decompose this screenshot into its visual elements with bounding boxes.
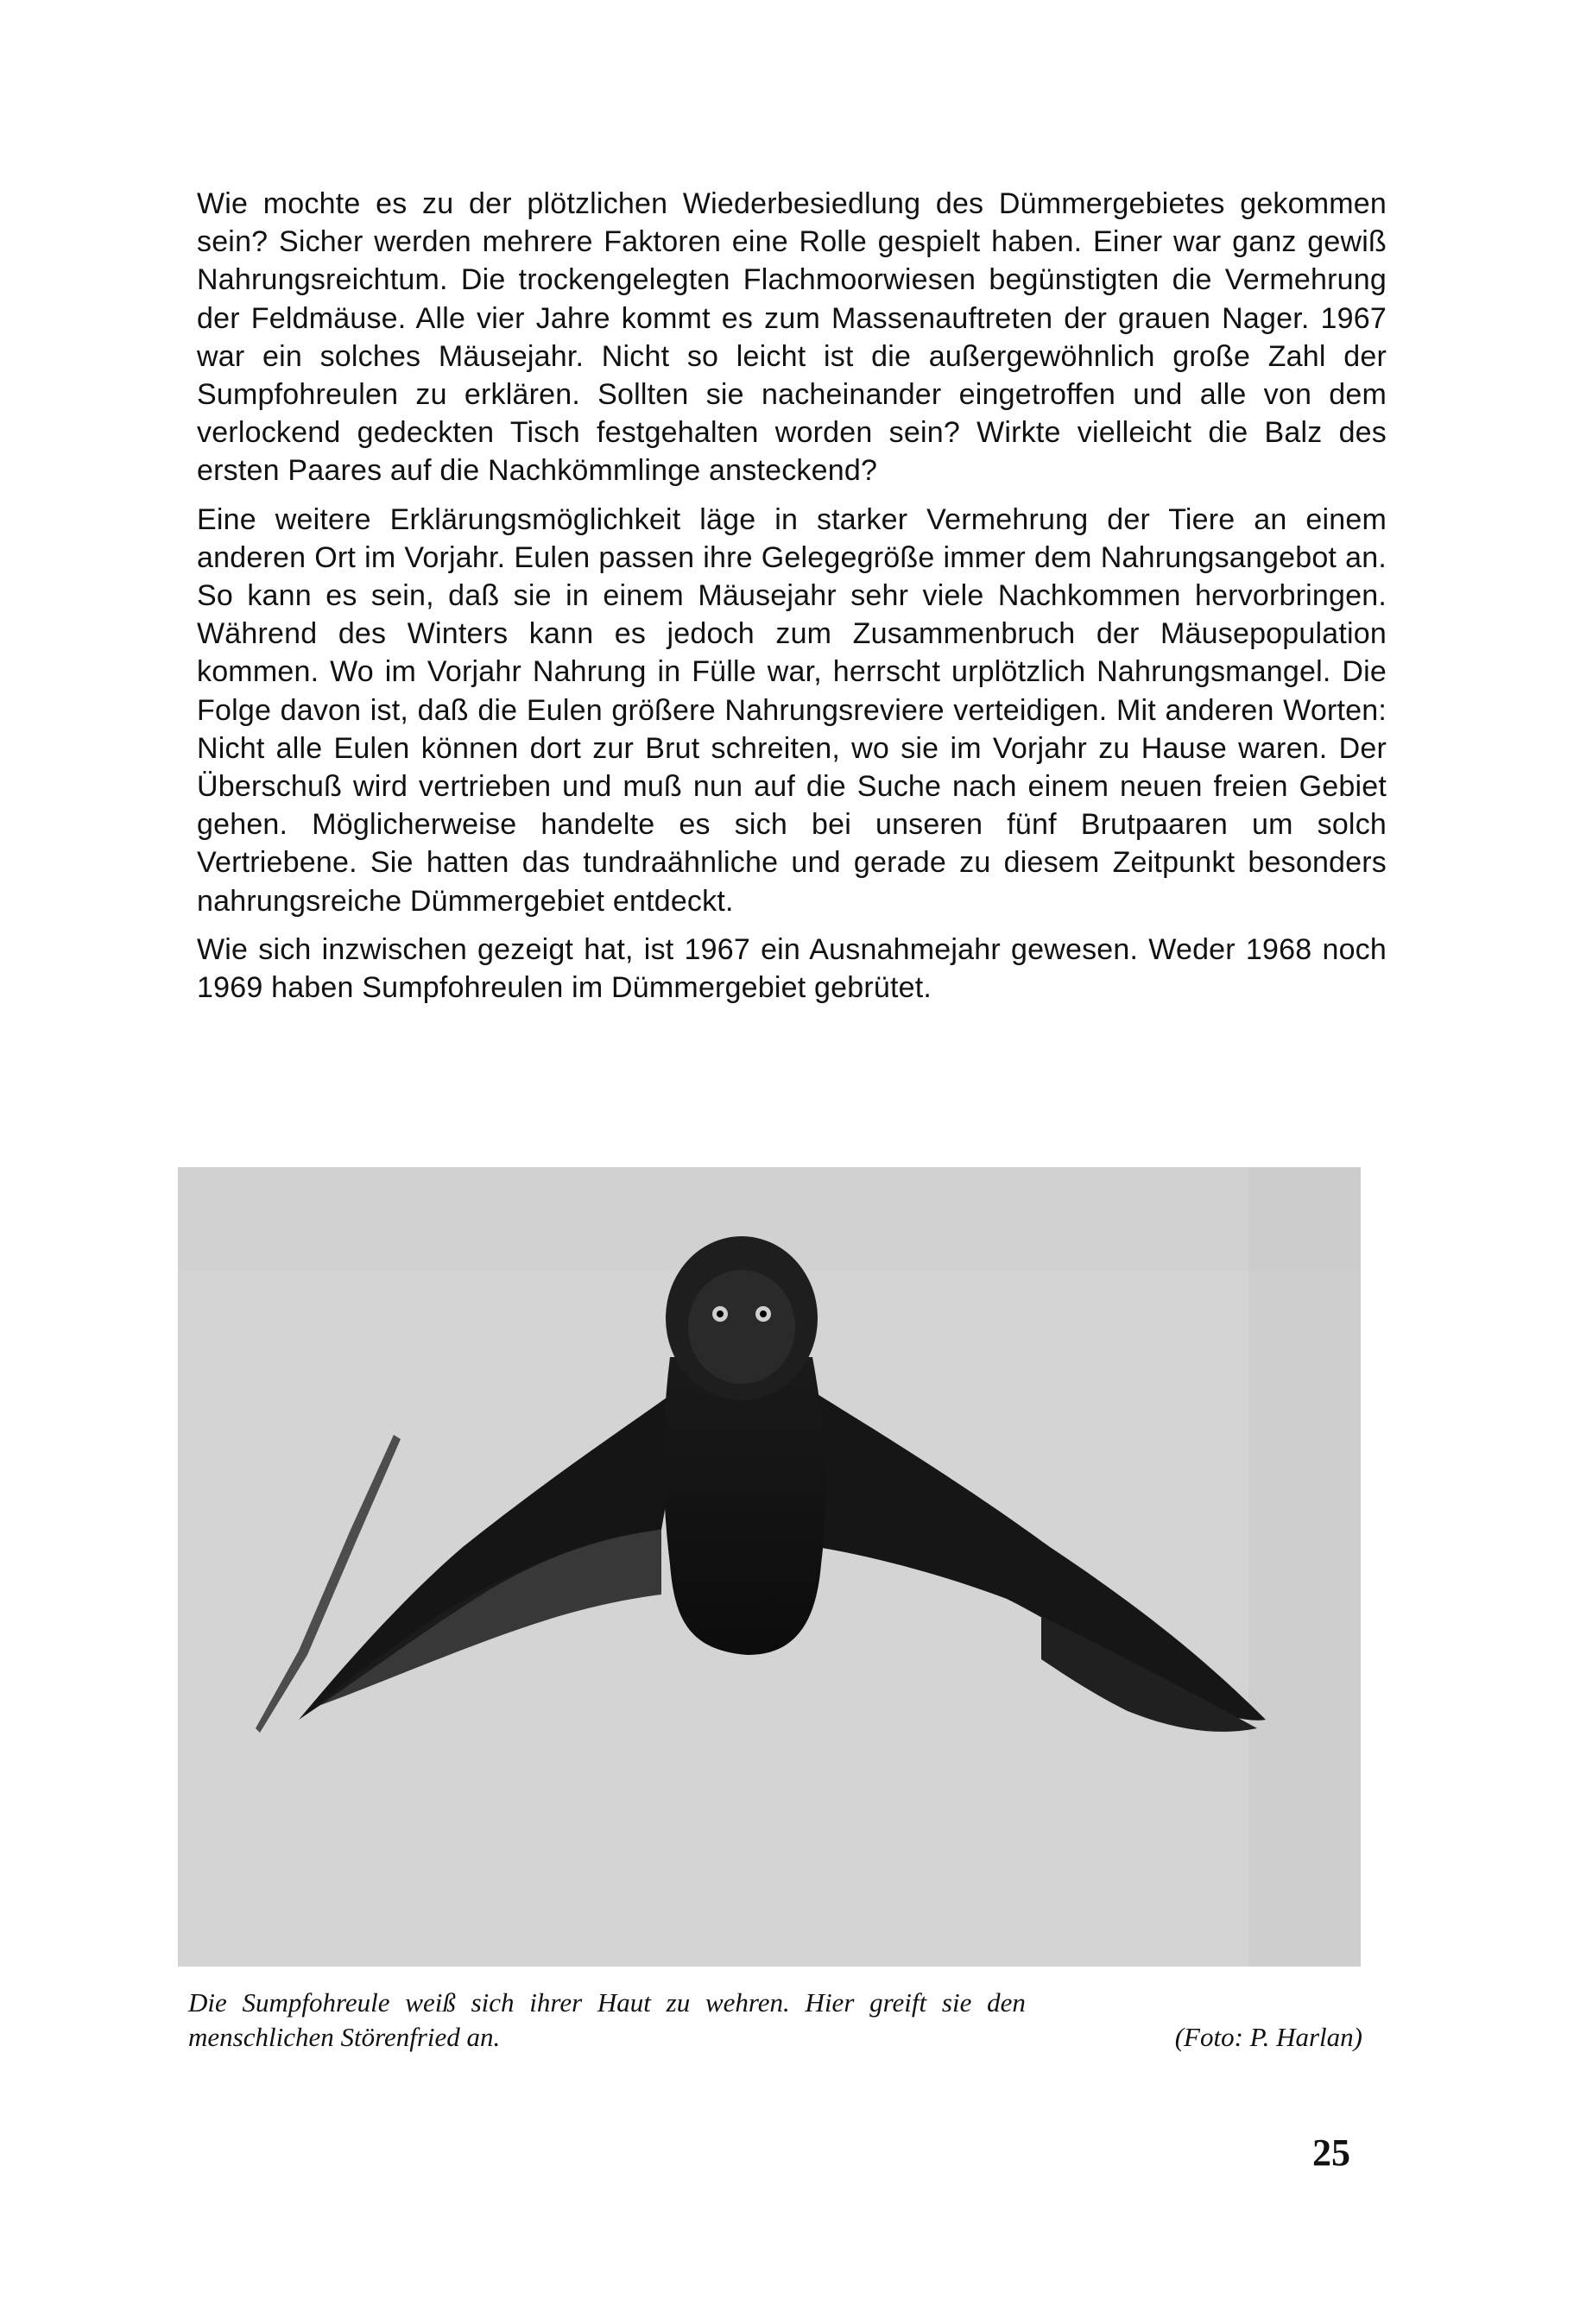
- owl-photo: [178, 1167, 1361, 1967]
- caption-line-2: menschlichen Störenfried an.: [188, 2022, 501, 2052]
- photo-credit: (Foto: P. Harlan): [1174, 2022, 1362, 2052]
- caption-line-2-row: [188, 2020, 1362, 2055]
- paragraph-2: Eine weitere Erklärungsmöglichkeit läge in starker Vermehrung der Tiere an einem anderen Ort im Vorjahr. Eulen passen ihre Gelegegröße immer dem Nahrungsangebot an. So kann es sein, daß sie in einem Mäusejahr sehr viele Nachkommen hervorbringen. Während des Winters kann es jedoch zum Zusammenbruch der Mäusepopulation kommen. Wo im Vorjahr Nahrung in Fülle war, herrscht urplötzlich Nahrungsmangel. Die Folge davon ist, daß die Eulen größere Nahrungsreviere verteidigen. Mit anderen Worten: Nicht alle Eulen können dort zur Brut schreiten, wo sie im Vorjahr zu Hause waren. Der Überschuß wird vertrieben und muß nun auf die Suche nach einem neuen freien Gebiet gehen. Möglicherweise handelte es sich bei unseren fünf Brutpaaren um solch Vertriebene. Sie hatten das tundraähnliche und gerade zu diesem Zeitpunkt besonders nahrungsreiche Dümmergebiet entdeckt.: [197, 502, 1387, 918]
- body-text: [197, 185, 1387, 1017]
- paragraph-3: Wie sich inzwischen gezeigt hat, ist 1967 ein Ausnahmejahr gewesen. Weder 1968 noch 1969 haben Sumpfohreulen im Dümmergebiet gebrütet.: [197, 932, 1387, 1005]
- owl-in-flight-image: [178, 1167, 1361, 1967]
- paragraph-1: Wie mochte es zu der plötzlichen Wiederbesiedlung des Dümmergebietes gekommen sein? Sicher werden mehrere Faktoren eine Rolle gespielt haben. Einer war ganz gewiß Nahrungsreichtum. Die trockengelegten Flachmoorwiesen begünstigten die Vermehrung der Feldmäuse. Alle vier Jahre kommt es zum Massenauftreten der grauen Nager. 1967 war ein solches Mäusejahr. Nicht so leicht ist die außergewöhnlich große Zahl der Sumpfohreulen zu erklären. Sollten sie nacheinander eingetroffen und alle von dem verlockend gedeckten Tisch festgehalten worden sein? Wirkte vielleicht die Balz des ersten Paares auf die Nachkömmlinge ansteckend?: [197, 187, 1387, 488]
- photo-caption: [188, 1986, 1362, 2055]
- page-number: 25: [1312, 2131, 1350, 2174]
- caption-line-1: Die Sumpfohreule weiß sich ihrer Haut zu wehren. Hier greift sie den: [188, 1987, 1026, 2018]
